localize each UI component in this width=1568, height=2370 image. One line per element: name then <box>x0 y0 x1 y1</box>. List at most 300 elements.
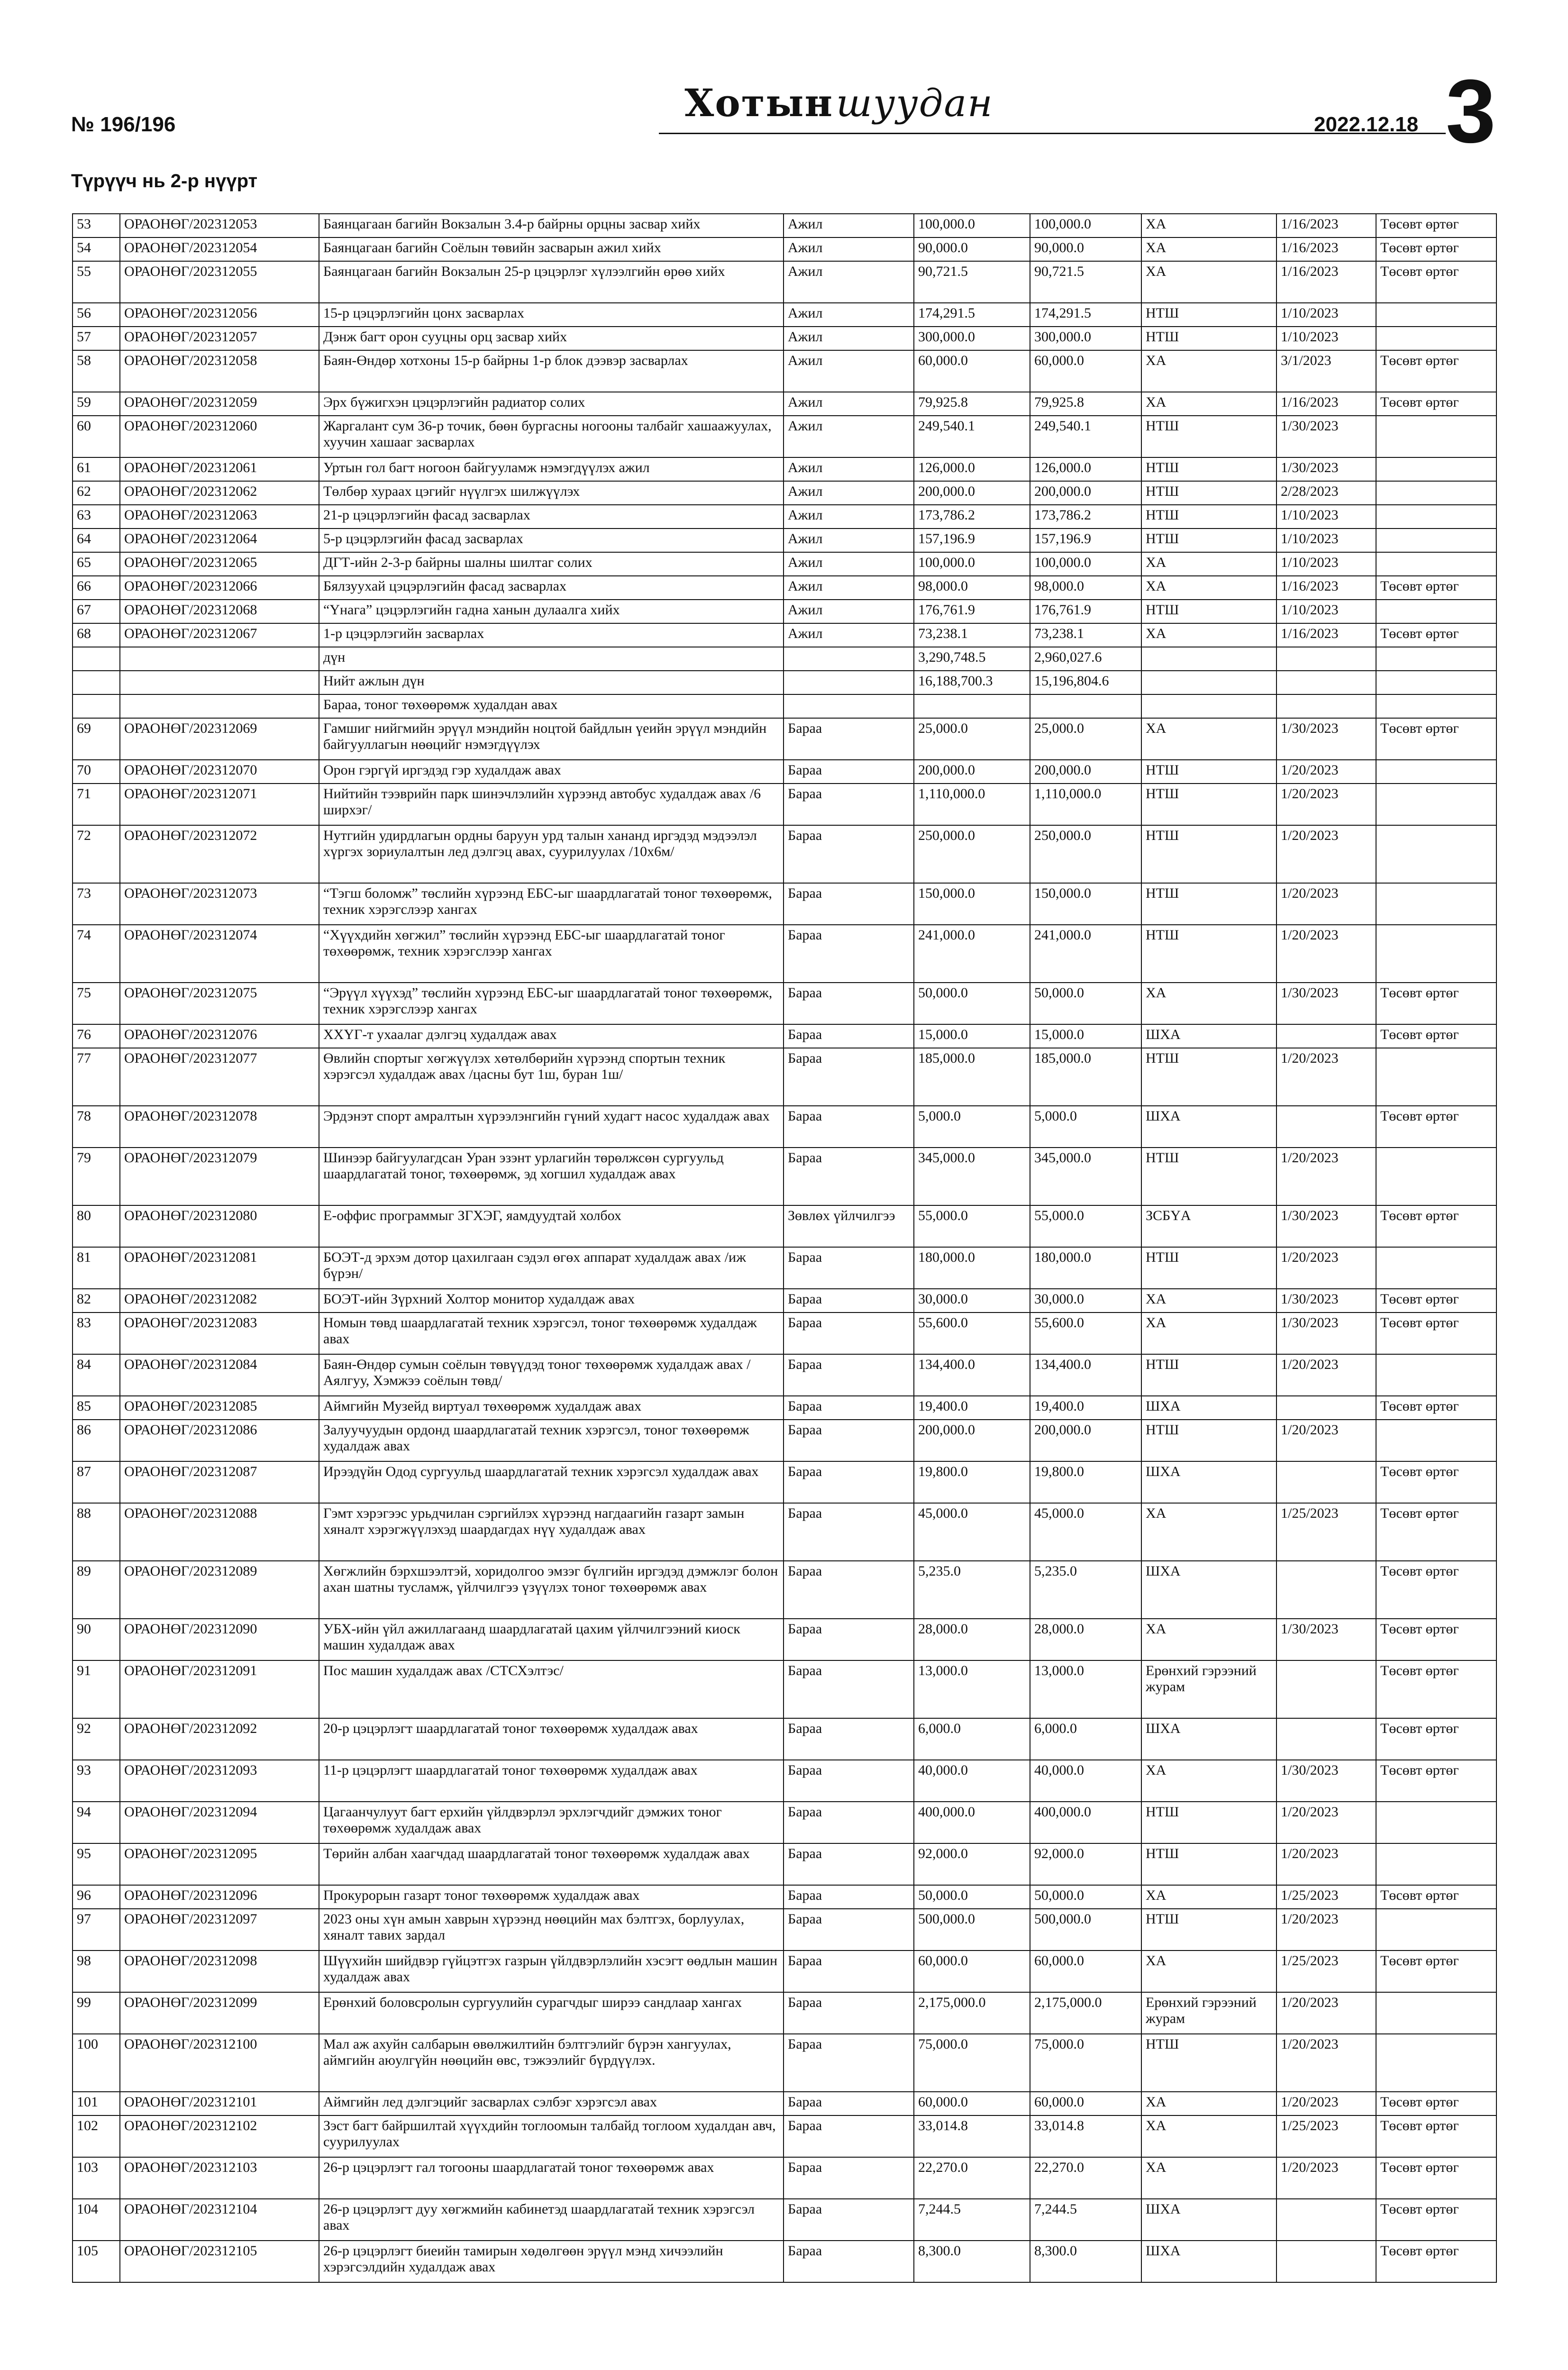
cell-item-description: Е-оффис программыг ЗГХЭГ, яамдуудтай холбох <box>319 1205 784 1247</box>
cell-cost-basis: Төсөвт өртөг <box>1376 1024 1496 1048</box>
cell-procurement-method: НТШ <box>1141 1048 1276 1106</box>
cell-row-number: 77 <box>73 1048 120 1106</box>
cell-item-description: “Тэгш боломж” төслийн хүрээнд ЕБС-ыг шаардлагатай тоног төхөөрөмж, техник хэрэгслээр хангах <box>319 883 784 925</box>
cell-budget-amount <box>914 694 1030 718</box>
cell-estimated-cost: 200,000.0 <box>1030 760 1141 784</box>
cell-estimated-cost: 79,925.8 <box>1030 392 1141 416</box>
cell-procurement-type: Ажил <box>784 261 914 303</box>
cell-procurement-type: Бараа <box>784 1247 914 1289</box>
cell-procurement-type: Ажил <box>784 327 914 350</box>
table-row <box>73 214 1496 237</box>
cell-estimated-cost: 25,000.0 <box>1030 718 1141 760</box>
cell-row-number: 100 <box>73 2034 120 2092</box>
cell-announcement-date: 1/16/2023 <box>1276 237 1376 261</box>
cell-cost-basis <box>1376 457 1496 481</box>
cell-row-number: 61 <box>73 457 120 481</box>
cell-procurement-type: Ажил <box>784 623 914 647</box>
cell-cost-basis: Төсөвт өртөг <box>1376 1396 1496 1420</box>
cell-item-description: Орон гэргүй иргэдэд гэр худалдаж авах <box>319 760 784 784</box>
cell-item-description: Өвлийн спортыг хөгжүүлэх хөтөлбөрийн хүрээнд спортын техник хэрэгсэл худалдаж авах /цасны бут 1ш, буран 1ш/ <box>319 1048 784 1106</box>
table-row <box>73 1718 1496 1760</box>
cell-estimated-cost: 300,000.0 <box>1030 327 1141 350</box>
cell-cost-basis: Төсөвт өртөг <box>1376 1106 1496 1148</box>
cell-estimated-cost: 60,000.0 <box>1030 350 1141 392</box>
cell-cost-basis <box>1376 600 1496 623</box>
cell-estimated-cost: 60,000.0 <box>1030 2092 1141 2115</box>
table-row <box>73 1660 1496 1718</box>
cell-announcement-date: 1/16/2023 <box>1276 214 1376 237</box>
cell-estimated-cost: 345,000.0 <box>1030 1148 1141 1205</box>
cell-announcement-date: 1/30/2023 <box>1276 457 1376 481</box>
table-row <box>73 1205 1496 1247</box>
cell-item-description: Ирээдүйн Одод сургуульд шаардлагатай техник хэрэгсэл худалдаж авах <box>319 1461 784 1503</box>
cell-procurement-method: НТШ <box>1141 600 1276 623</box>
cell-row-number: 72 <box>73 825 120 883</box>
cell-procurement-code: ОРАОНӨГ/202312056 <box>120 303 319 327</box>
cell-item-description: Нутгийн удирдлагын ордны баруун урд талын хананд иргэдэд мэдээлэл хүргэх зориулалтын лед дэлгэц авах, суурилуулах /10х6м/ <box>319 825 784 883</box>
cell-item-description: 5-р цэцэрлэгийн фасад засварлах <box>319 529 784 552</box>
cell-row-number: 97 <box>73 1909 120 1951</box>
cell-procurement-code: ОРАОНӨГ/202312100 <box>120 2034 319 2092</box>
cell-procurement-type: Бараа <box>784 1802 914 1843</box>
table-row <box>73 350 1496 392</box>
procurement-table <box>72 213 1497 2283</box>
cell-budget-amount: 174,291.5 <box>914 303 1030 327</box>
cell-announcement-date: 1/20/2023 <box>1276 825 1376 883</box>
cell-procurement-method: ХА <box>1141 576 1276 600</box>
cell-procurement-code: ОРАОНӨГ/202312093 <box>120 1760 319 1802</box>
cell-item-description: Ерөнхий боловсролын сургуулийн сурагчдыг ширээ сандлаар хангах <box>319 1992 784 2034</box>
cell-procurement-method: ХА <box>1141 1951 1276 1992</box>
cell-procurement-type: Бараа <box>784 1619 914 1660</box>
cell-row-number <box>73 694 120 718</box>
table-row <box>73 1396 1496 1420</box>
cell-estimated-cost: 98,000.0 <box>1030 576 1141 600</box>
table-row <box>73 1619 1496 1660</box>
cell-cost-basis: Төсөвт өртөг <box>1376 1760 1496 1802</box>
cell-estimated-cost: 15,196,804.6 <box>1030 671 1141 694</box>
cell-procurement-code: ОРАОНӨГ/202312061 <box>120 457 319 481</box>
cell-procurement-code: ОРАОНӨГ/202312090 <box>120 1619 319 1660</box>
cell-budget-amount: 249,540.1 <box>914 416 1030 457</box>
cell-item-description: Шинээр байгуулагдсан Уран эзэнт урлагийн төрөлжсөн сургуульд шаардлагатай тоног, төхөөрөмж, эд хогшил худалдаж авах <box>319 1148 784 1205</box>
cell-row-number: 66 <box>73 576 120 600</box>
cell-budget-amount: 75,000.0 <box>914 2034 1030 2092</box>
cell-announcement-date: 1/10/2023 <box>1276 327 1376 350</box>
cell-procurement-method: ХА <box>1141 237 1276 261</box>
cell-row-number: 79 <box>73 1148 120 1205</box>
cell-cost-basis: Төсөвт өртөг <box>1376 2115 1496 2157</box>
cell-announcement-date: 1/10/2023 <box>1276 303 1376 327</box>
cell-announcement-date: 1/20/2023 <box>1276 1148 1376 1205</box>
cell-procurement-type: Бараа <box>784 1885 914 1909</box>
cell-procurement-code: ОРАОНӨГ/202312086 <box>120 1420 319 1461</box>
cell-estimated-cost: 30,000.0 <box>1030 1289 1141 1313</box>
cell-procurement-type: Бараа <box>784 1396 914 1420</box>
cell-row-number: 53 <box>73 214 120 237</box>
cell-estimated-cost: 28,000.0 <box>1030 1619 1141 1660</box>
cell-procurement-method: ХА <box>1141 1503 1276 1561</box>
cell-budget-amount: 55,600.0 <box>914 1313 1030 1354</box>
cell-budget-amount: 16,188,700.3 <box>914 671 1030 694</box>
table-row <box>73 2241 1496 2282</box>
cell-item-description: “Эрүүл хүүхэд” төслийн хүрээнд ЕБС-ыг шаардлагатай тоног төхөөрөмж, техник хэрэгслээр хангах <box>319 983 784 1024</box>
table-row <box>73 2092 1496 2115</box>
cell-procurement-type: Ажил <box>784 392 914 416</box>
table-row <box>73 481 1496 505</box>
cell-announcement-date <box>1276 1561 1376 1619</box>
cell-estimated-cost: 13,000.0 <box>1030 1660 1141 1718</box>
cell-procurement-code: ОРАОНӨГ/202312097 <box>120 1909 319 1951</box>
cell-procurement-type: Бараа <box>784 718 914 760</box>
cell-procurement-type: Бараа <box>784 1148 914 1205</box>
cell-budget-amount: 126,000.0 <box>914 457 1030 481</box>
cell-item-description: Гэмт хэрэгээс урьдчилан сэргийлэх хүрээнд нагдаагийн газарт замын хяналт хэрэгжүүлэхэд шаардагдах нүү худалдаж авах <box>319 1503 784 1561</box>
cell-budget-amount: 92,000.0 <box>914 1843 1030 1885</box>
cell-budget-amount: 25,000.0 <box>914 718 1030 760</box>
cell-estimated-cost: 500,000.0 <box>1030 1909 1141 1951</box>
cell-procurement-type: Бараа <box>784 883 914 925</box>
cell-estimated-cost: 200,000.0 <box>1030 481 1141 505</box>
cell-procurement-code: ОРАОНӨГ/202312105 <box>120 2241 319 2282</box>
table-row <box>73 925 1496 983</box>
cell-row-number: 65 <box>73 552 120 576</box>
cell-procurement-code: ОРАОНӨГ/202312088 <box>120 1503 319 1561</box>
cell-procurement-method: ШХА <box>1141 1024 1276 1048</box>
cell-cost-basis: Төсөвт өртөг <box>1376 2199 1496 2241</box>
cell-cost-basis: Төсөвт өртөг <box>1376 2092 1496 2115</box>
cell-item-description: 15-р цэцэрлэгийн цонх засварлах <box>319 303 784 327</box>
cell-announcement-date: 1/20/2023 <box>1276 1909 1376 1951</box>
cell-announcement-date: 1/25/2023 <box>1276 1885 1376 1909</box>
cell-estimated-cost: 75,000.0 <box>1030 2034 1141 2092</box>
cell-announcement-date: 1/20/2023 <box>1276 1247 1376 1289</box>
cell-procurement-type: Бараа <box>784 1106 914 1148</box>
cell-announcement-date <box>1276 2199 1376 2241</box>
cell-cost-basis: Төсөвт өртөг <box>1376 1619 1496 1660</box>
cell-procurement-code <box>120 671 319 694</box>
cell-announcement-date <box>1276 1396 1376 1420</box>
cell-row-number: 103 <box>73 2157 120 2199</box>
cell-cost-basis: Төсөвт өртөг <box>1376 1951 1496 1992</box>
cell-estimated-cost: 126,000.0 <box>1030 457 1141 481</box>
cell-procurement-type: Бараа <box>784 1503 914 1561</box>
cell-procurement-method: ЗСБҮА <box>1141 1205 1276 1247</box>
cell-item-description: Баян-Өндөр хотхоны 15-р байрны 1-р блок дээвэр засварлах <box>319 350 784 392</box>
cell-procurement-type: Бараа <box>784 1354 914 1396</box>
cell-procurement-method: НТШ <box>1141 1148 1276 1205</box>
cell-procurement-method: НТШ <box>1141 1354 1276 1396</box>
cell-cost-basis: Төсөвт өртөг <box>1376 576 1496 600</box>
cell-budget-amount: 5,235.0 <box>914 1561 1030 1619</box>
cell-procurement-type: Ажил <box>784 505 914 529</box>
cell-procurement-type: Бараа <box>784 784 914 825</box>
cell-cost-basis <box>1376 1048 1496 1106</box>
table-row <box>73 1024 1496 1048</box>
cell-row-number: 57 <box>73 327 120 350</box>
cell-procurement-code: ОРАОНӨГ/202312060 <box>120 416 319 457</box>
cell-row-number: 104 <box>73 2199 120 2241</box>
cell-procurement-type: Ажил <box>784 303 914 327</box>
table-row <box>73 1148 1496 1205</box>
cell-cost-basis <box>1376 694 1496 718</box>
cell-item-description: “Хүүхдийн хөгжил” төслийн хүрээнд ЕБС-ыг шаардлагатай тоног төхөөрөмж, техник хэрэгслээр хангах <box>319 925 784 983</box>
cell-procurement-type: Ажил <box>784 457 914 481</box>
cell-budget-amount: 2,175,000.0 <box>914 1992 1030 2034</box>
cell-item-description: Номын төвд шаардлагатай техник хэрэгсэл, тоног төхөөрөмж худалдаж авах <box>319 1313 784 1354</box>
cell-budget-amount: 79,925.8 <box>914 392 1030 416</box>
cell-estimated-cost: 400,000.0 <box>1030 1802 1141 1843</box>
issue-date: 2022.12.18 <box>1314 113 1419 136</box>
cell-procurement-method: НТШ <box>1141 883 1276 925</box>
cell-announcement-date: 1/20/2023 <box>1276 1802 1376 1843</box>
cell-cost-basis <box>1376 481 1496 505</box>
table-row <box>73 1247 1496 1289</box>
cell-row-number: 82 <box>73 1289 120 1313</box>
cell-procurement-method: НТШ <box>1141 1909 1276 1951</box>
table-row <box>73 2157 1496 2199</box>
cell-procurement-code: ОРАОНӨГ/202312059 <box>120 392 319 416</box>
cell-item-description: Бараа, тоног төхөөрөмж худалдан авах <box>319 694 784 718</box>
cell-budget-amount: 33,014.8 <box>914 2115 1030 2157</box>
cell-row-number: 88 <box>73 1503 120 1561</box>
cell-row-number: 64 <box>73 529 120 552</box>
table-row <box>73 1289 1496 1313</box>
cell-announcement-date: 1/20/2023 <box>1276 1992 1376 2034</box>
cell-procurement-method: НТШ <box>1141 825 1276 883</box>
page-header <box>71 61 1497 162</box>
cell-estimated-cost: 180,000.0 <box>1030 1247 1141 1289</box>
cell-budget-amount: 30,000.0 <box>914 1289 1030 1313</box>
cell-budget-amount: 1,110,000.0 <box>914 784 1030 825</box>
cell-row-number: 56 <box>73 303 120 327</box>
cell-estimated-cost: 73,238.1 <box>1030 623 1141 647</box>
cell-row-number: 91 <box>73 1660 120 1718</box>
cell-row-number <box>73 671 120 694</box>
cell-cost-basis <box>1376 784 1496 825</box>
cell-cost-basis <box>1376 1148 1496 1205</box>
cell-procurement-type: Бараа <box>784 1992 914 2034</box>
cell-row-number: 92 <box>73 1718 120 1760</box>
cell-row-number: 101 <box>73 2092 120 2115</box>
table-row <box>73 1992 1496 2034</box>
cell-cost-basis <box>1376 505 1496 529</box>
cell-procurement-code: ОРАОНӨГ/202312068 <box>120 600 319 623</box>
cell-budget-amount: 200,000.0 <box>914 481 1030 505</box>
table-row <box>73 2199 1496 2241</box>
cell-item-description: 26-р цэцэрлэгт гал тогооны шаардлагатай тоног төхөөрөмж авах <box>319 2157 784 2199</box>
cell-row-number: 55 <box>73 261 120 303</box>
cell-estimated-cost: 176,761.9 <box>1030 600 1141 623</box>
cell-cost-basis <box>1376 671 1496 694</box>
cell-procurement-type: Бараа <box>784 2157 914 2199</box>
cell-announcement-date <box>1276 1718 1376 1760</box>
cell-procurement-code: ОРАОНӨГ/202312072 <box>120 825 319 883</box>
cell-procurement-method: НТШ <box>1141 529 1276 552</box>
cell-estimated-cost: 5,235.0 <box>1030 1561 1141 1619</box>
cell-cost-basis: Төсөвт өртөг <box>1376 1313 1496 1354</box>
cell-announcement-date <box>1276 694 1376 718</box>
table-row <box>73 647 1496 671</box>
cell-procurement-method: ХА <box>1141 1313 1276 1354</box>
table-row <box>73 1461 1496 1503</box>
table-row <box>73 883 1496 925</box>
cell-procurement-code: ОРАОНӨГ/202312091 <box>120 1660 319 1718</box>
cell-row-number <box>73 647 120 671</box>
cell-item-description: БОЭТ-д эрхэм дотор цахилгаан сэдэл өгөх аппарат худалдаж авах /иж бүрэн/ <box>319 1247 784 1289</box>
cell-announcement-date: 1/20/2023 <box>1276 925 1376 983</box>
cell-cost-basis <box>1376 1802 1496 1843</box>
cell-procurement-type: Зөвлөх үйлчилгээ <box>784 1205 914 1247</box>
cell-row-number: 58 <box>73 350 120 392</box>
cell-cost-basis: Төсөвт өртөг <box>1376 1461 1496 1503</box>
cell-procurement-type: Бараа <box>784 1760 914 1802</box>
cell-procurement-code: ОРАОНӨГ/202312083 <box>120 1313 319 1354</box>
cell-item-description: Шүүхийн шийдвэр гүйцэтгэх газрын үйлдвэрлэлийн хэсэгт өөдлын машин худалдаж авах <box>319 1951 784 1992</box>
cell-procurement-method: НТШ <box>1141 416 1276 457</box>
cell-procurement-code: ОРАОНӨГ/202312067 <box>120 623 319 647</box>
cell-procurement-method: ХА <box>1141 2115 1276 2157</box>
cell-procurement-type: Бараа <box>784 2199 914 2241</box>
cell-row-number: 87 <box>73 1461 120 1503</box>
cell-announcement-date: 1/20/2023 <box>1276 1048 1376 1106</box>
cell-row-number: 78 <box>73 1106 120 1148</box>
cell-cost-basis: Төсөвт өртөг <box>1376 237 1496 261</box>
cell-procurement-method: НТШ <box>1141 303 1276 327</box>
cell-announcement-date: 1/30/2023 <box>1276 1619 1376 1660</box>
cell-cost-basis: Төсөвт өртөг <box>1376 1289 1496 1313</box>
cell-budget-amount: 200,000.0 <box>914 760 1030 784</box>
cell-item-description: Прокурорын газарт тоног төхөөрөмж худалдаж авах <box>319 1885 784 1909</box>
cell-item-description: Баянцагаан багийн Вокзалын 3.4-р байрны орцны засвар хийх <box>319 214 784 237</box>
cell-cost-basis <box>1376 303 1496 327</box>
cell-procurement-type: Бараа <box>784 1420 914 1461</box>
table-row <box>73 1106 1496 1148</box>
cell-row-number: 86 <box>73 1420 120 1461</box>
cell-procurement-method: НТШ <box>1141 1420 1276 1461</box>
cell-row-number: 71 <box>73 784 120 825</box>
cell-procurement-code: ОРАОНӨГ/202312062 <box>120 481 319 505</box>
cell-estimated-cost: 134,400.0 <box>1030 1354 1141 1396</box>
cell-announcement-date: 1/25/2023 <box>1276 2115 1376 2157</box>
cell-row-number: 63 <box>73 505 120 529</box>
cell-item-description: Баянцагаан багийн Вокзалын 25-р цэцэрлэг хүлээлгийн өрөө хийх <box>319 261 784 303</box>
cell-cost-basis: Төсөвт өртөг <box>1376 2157 1496 2199</box>
table-row <box>73 784 1496 825</box>
table-row <box>73 261 1496 303</box>
cell-announcement-date: 3/1/2023 <box>1276 350 1376 392</box>
cell-procurement-type <box>784 671 914 694</box>
cell-cost-basis <box>1376 1420 1496 1461</box>
cell-procurement-code: ОРАОНӨГ/202312077 <box>120 1048 319 1106</box>
masthead-main: Хотын <box>684 81 834 125</box>
cell-procurement-type: Бараа <box>784 1289 914 1313</box>
cell-cost-basis: Төсөвт өртөг <box>1376 1561 1496 1619</box>
cell-budget-amount: 50,000.0 <box>914 983 1030 1024</box>
cell-budget-amount: 22,270.0 <box>914 2157 1030 2199</box>
cell-cost-basis <box>1376 1843 1496 1885</box>
cell-procurement-method: НТШ <box>1141 1802 1276 1843</box>
cell-announcement-date: 1/10/2023 <box>1276 505 1376 529</box>
cell-row-number: 102 <box>73 2115 120 2157</box>
cell-procurement-type: Бараа <box>784 760 914 784</box>
cell-budget-amount: 60,000.0 <box>914 350 1030 392</box>
cell-item-description: Мал аж ахуйн салбарын өвөлжилтийн бэлтгэлийг бүрэн хангуулах, аймгийн аюулгүйн нөөцийн өвс, тэжээлийг бүрдүүлэх. <box>319 2034 784 2092</box>
cell-procurement-method <box>1141 694 1276 718</box>
table-row <box>73 718 1496 760</box>
cell-budget-amount: 3,290,748.5 <box>914 647 1030 671</box>
table-row <box>73 2034 1496 2092</box>
cell-estimated-cost: 45,000.0 <box>1030 1503 1141 1561</box>
cell-procurement-method: ХА <box>1141 552 1276 576</box>
cell-procurement-method: НТШ <box>1141 505 1276 529</box>
cell-procurement-code: ОРАОНӨГ/202312082 <box>120 1289 319 1313</box>
cell-cost-basis: Төсөвт өртөг <box>1376 214 1496 237</box>
cell-estimated-cost: 2,175,000.0 <box>1030 1992 1141 2034</box>
table-row <box>73 671 1496 694</box>
cell-procurement-code: ОРАОНӨГ/202312081 <box>120 1247 319 1289</box>
table-row <box>73 1503 1496 1561</box>
table-row <box>73 1843 1496 1885</box>
cell-procurement-method: ШХА <box>1141 2199 1276 2241</box>
table-row <box>73 1885 1496 1909</box>
cell-budget-amount: 157,196.9 <box>914 529 1030 552</box>
cell-cost-basis <box>1376 1909 1496 1951</box>
cell-procurement-code: ОРАОНӨГ/202312084 <box>120 1354 319 1396</box>
cell-procurement-type: Бараа <box>784 1048 914 1106</box>
cell-procurement-type: Ажил <box>784 529 914 552</box>
cell-estimated-cost: 90,000.0 <box>1030 237 1141 261</box>
cell-announcement-date: 1/16/2023 <box>1276 576 1376 600</box>
cell-row-number: 84 <box>73 1354 120 1396</box>
cell-announcement-date: 1/16/2023 <box>1276 392 1376 416</box>
table-row <box>73 2115 1496 2157</box>
cell-procurement-code: ОРАОНӨГ/202312094 <box>120 1802 319 1843</box>
cell-row-number: 75 <box>73 983 120 1024</box>
cell-estimated-cost: 150,000.0 <box>1030 883 1141 925</box>
table-row <box>73 600 1496 623</box>
cell-item-description: Нийт ажлын дүн <box>319 671 784 694</box>
cell-procurement-code: ОРАОНӨГ/202312055 <box>120 261 319 303</box>
cell-budget-amount: 180,000.0 <box>914 1247 1030 1289</box>
cell-announcement-date: 1/30/2023 <box>1276 718 1376 760</box>
cell-procurement-type <box>784 694 914 718</box>
cell-cost-basis <box>1376 825 1496 883</box>
table-body <box>73 214 1496 2282</box>
cell-budget-amount: 19,800.0 <box>914 1461 1030 1503</box>
cell-announcement-date: 1/10/2023 <box>1276 552 1376 576</box>
cell-estimated-cost: 2,960,027.6 <box>1030 647 1141 671</box>
cell-estimated-cost: 5,000.0 <box>1030 1106 1141 1148</box>
cell-announcement-date <box>1276 1461 1376 1503</box>
cell-item-description: 26-р цэцэрлэгт дуу хөгжмийн кабинетэд шаардлагатай техник хэрэгсэл авах <box>319 2199 784 2241</box>
table-row <box>73 1561 1496 1619</box>
newspaper-masthead <box>673 81 1005 125</box>
cell-budget-amount: 90,721.5 <box>914 261 1030 303</box>
table-row <box>73 457 1496 481</box>
cell-estimated-cost: 8,300.0 <box>1030 2241 1141 2282</box>
cell-procurement-type: Ажил <box>784 416 914 457</box>
table-row <box>73 392 1496 416</box>
table-row <box>73 825 1496 883</box>
cell-announcement-date: 1/30/2023 <box>1276 983 1376 1024</box>
cell-procurement-code: ОРАОНӨГ/202312075 <box>120 983 319 1024</box>
cell-announcement-date: 1/20/2023 <box>1276 2092 1376 2115</box>
table-row <box>73 576 1496 600</box>
cell-item-description: 1-р цэцэрлэгийн засварлах <box>319 623 784 647</box>
cell-budget-amount: 60,000.0 <box>914 1951 1030 1992</box>
cell-row-number: 96 <box>73 1885 120 1909</box>
